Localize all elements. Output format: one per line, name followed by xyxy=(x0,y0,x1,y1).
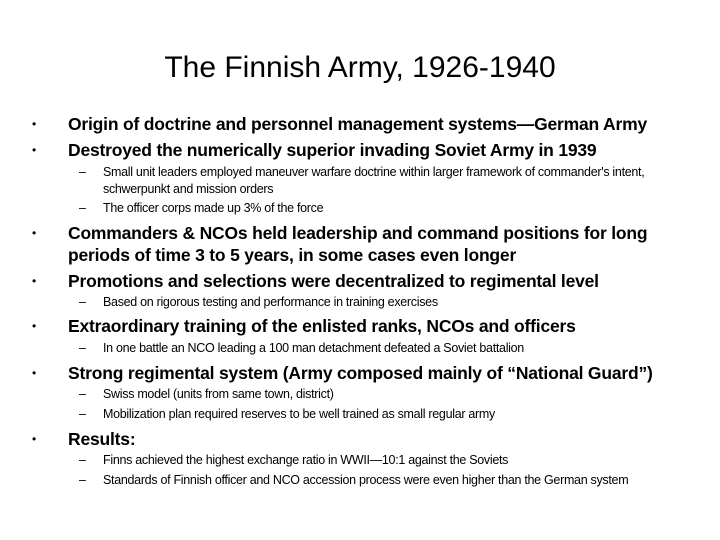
bullet-icon: • xyxy=(32,226,37,240)
bullet-icon: • xyxy=(32,274,37,288)
sub-bullet-text: In one battle an NCO leading a 100 man detachment defeated a Soviet battalion xyxy=(103,341,524,355)
bullet-icon: • xyxy=(32,143,37,157)
bullet-text: Strong regimental system (Army composed mainly of “National Guard”) xyxy=(68,363,653,383)
dash-icon: – xyxy=(79,453,86,467)
sub-bullet-text: Standards of Finnish officer and NCO accession process were even higher than the German system xyxy=(103,473,629,487)
bullet-text: Results: xyxy=(68,429,136,449)
bullet-item xyxy=(32,270,668,292)
dash-icon: – xyxy=(79,407,86,421)
sub-bullet-item xyxy=(79,472,693,489)
bullet-icon: • xyxy=(32,319,37,333)
bullet-text: Commanders & NCOs held leadership and command positions for long periods of time 3 to 5 years, in some cases even longer xyxy=(68,223,648,265)
bullet-item xyxy=(32,139,668,161)
sub-bullet-item xyxy=(79,340,693,357)
sub-bullet-item xyxy=(79,386,693,403)
sub-bullet-item xyxy=(79,406,693,423)
sub-bullet-item xyxy=(79,294,693,311)
sub-bullet-item xyxy=(79,452,693,469)
bullet-icon: • xyxy=(32,366,37,380)
bullet-item xyxy=(32,222,668,266)
bullet-item xyxy=(32,362,668,384)
sub-bullet-text: Finns achieved the highest exchange ratio in WWII—10:1 against the Soviets xyxy=(103,453,509,467)
dash-icon: – xyxy=(79,341,86,355)
bullet-icon: • xyxy=(32,117,37,131)
bullet-icon: • xyxy=(32,432,37,446)
sub-bullet-item xyxy=(79,164,693,198)
dash-icon: – xyxy=(79,165,86,179)
bullet-text: Promotions and selections were decentralized to regimental level xyxy=(68,271,599,291)
bullet-item xyxy=(32,315,668,337)
bullet-item xyxy=(32,113,668,135)
bullet-text: Origin of doctrine and personnel management systems—German Army xyxy=(68,114,647,134)
bullet-text: Destroyed the numerically superior invading Soviet Army in 1939 xyxy=(68,140,597,160)
dash-icon: – xyxy=(79,201,86,215)
dash-icon: – xyxy=(79,295,86,309)
sub-bullet-text: The officer corps made up 3% of the force xyxy=(103,201,324,215)
sub-bullet-text: Based on rigorous testing and performance in training exercises xyxy=(103,295,438,309)
bullet-text: Extraordinary training of the enlisted ranks, NCOs and officers xyxy=(68,316,576,336)
dash-icon: – xyxy=(79,387,86,401)
sub-bullet-text: Swiss model (units from same town, district) xyxy=(103,387,334,401)
sub-bullet-item xyxy=(79,200,693,217)
sub-bullet-text: Mobilization plan required reserves to be well trained as small regular army xyxy=(103,407,495,421)
bullet-item xyxy=(32,428,668,450)
sub-bullet-text: Small unit leaders employed maneuver warfare doctrine within larger framework of commander's intent, schwerpunkt and mission orders xyxy=(103,165,645,196)
dash-icon: – xyxy=(79,473,86,487)
slide-title: The Finnish Army, 1926-1940 xyxy=(164,51,556,84)
